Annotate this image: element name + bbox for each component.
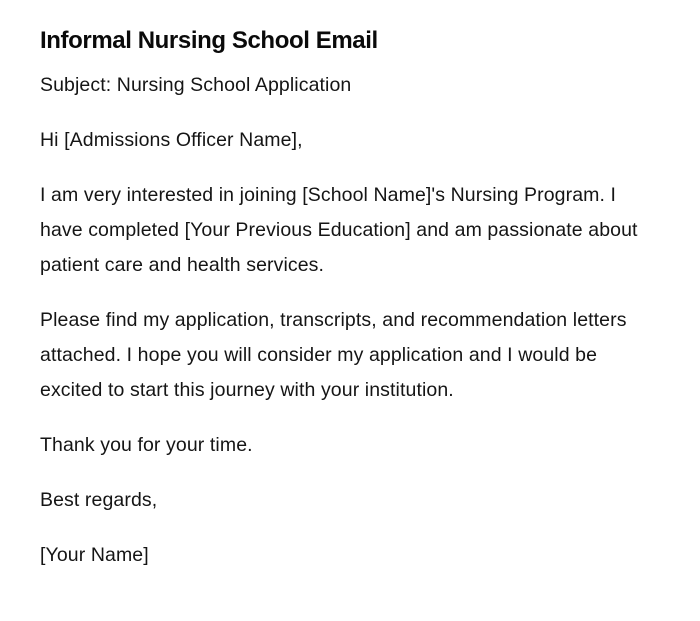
email-greeting: Hi [Admissions Officer Name],: [40, 129, 303, 151]
email-subject-line: Subject: Nursing School Application: [40, 74, 352, 96]
email-signature: [Your Name]: [40, 544, 149, 566]
email-body-paragraph-interest: I am very interested in joining [School Name]'s Nursing Program. I have completed [Your Previous Education] and am passionate about patient care and health services.: [40, 184, 638, 276]
email-closing: Best regards,: [40, 489, 158, 511]
email-thanks-line: Thank you for your time.: [40, 434, 253, 456]
email-body-paragraph-attachments: Please find my application, transcripts, and recommendation letters attached. I hope you will consider my application and I would be excited to start this journey with your institution.: [40, 309, 627, 401]
email-template-document: [40, 26, 640, 573]
document-title: Informal Nursing School Email: [40, 27, 378, 54]
